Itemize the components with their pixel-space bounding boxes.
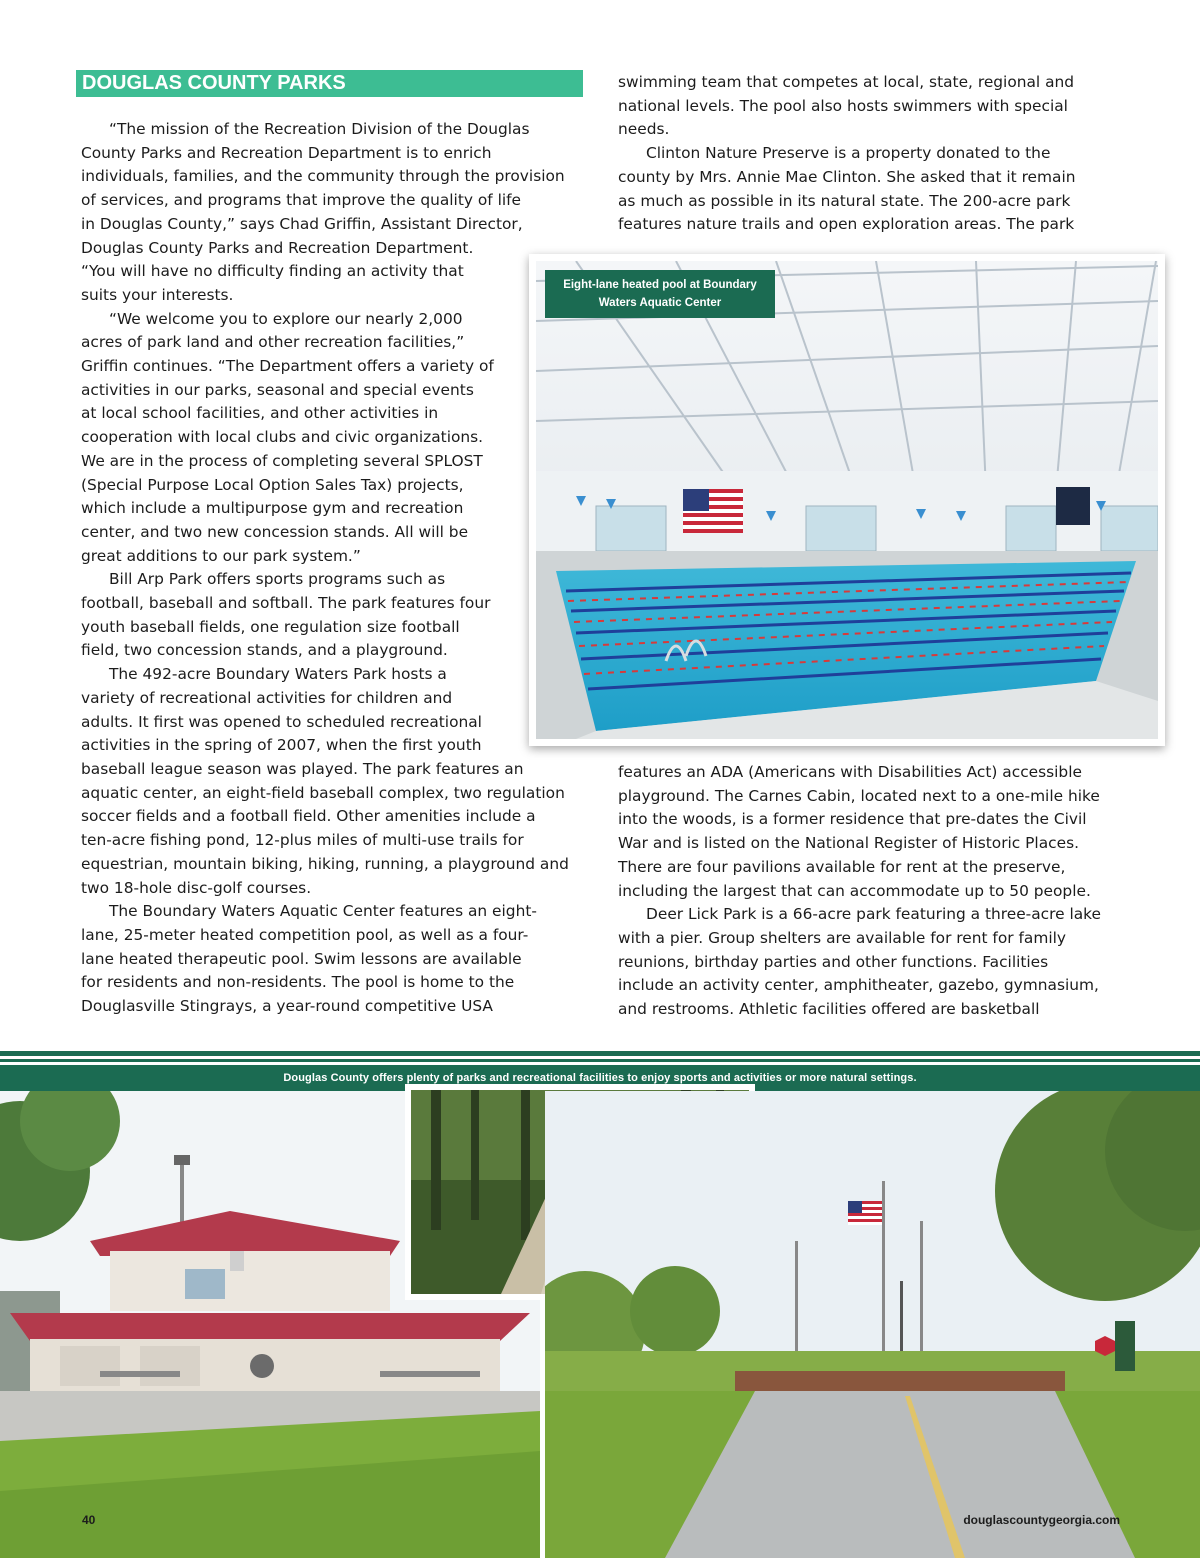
- body-text-line: The Boundary Waters Aquatic Center features an eight-: [109, 902, 537, 921]
- body-text-line: features nature trails and open exploration areas. The park: [618, 215, 1075, 234]
- body-text-line: needs.: [618, 120, 670, 139]
- body-text-line: football, baseball and softball. The park features four: [81, 594, 491, 613]
- body-text-line: baseball league season was played. The park features an: [81, 759, 524, 778]
- body-text-line: (Special Purpose Local Option Sales Tax) projects,: [81, 475, 464, 494]
- body-text-line: Douglas County Parks and Recreation Department.: [81, 238, 474, 257]
- body-text-line: individuals, families, and the community through the provision: [81, 167, 565, 186]
- pool-photo-caption: Eight-lane heated pool at Boundary Waters Aquatic Center: [545, 270, 775, 318]
- body-text-line: playground. The Carnes Cabin, located next to a one-mile hike: [618, 786, 1100, 805]
- body-text-line: “We welcome you to explore our nearly 2,000: [109, 309, 463, 328]
- body-text-line: as much as possible in its natural state. The 200-acre park: [618, 191, 1071, 210]
- website-url: douglascountygeorgia.com: [963, 1513, 1120, 1527]
- body-text-line: for residents and non-residents. The pool is home to the: [81, 973, 515, 992]
- body-text-line: Deer Lick Park is a 66-acre park featuring a three-acre lake: [646, 905, 1102, 924]
- body-text-line: Bill Arp Park offers sports programs such as: [109, 570, 446, 589]
- body-text-line: cooperation with local clubs and civic organizations.: [81, 428, 484, 447]
- right-column-text-bottom: [618, 761, 1118, 1022]
- body-text-line: We are in the process of completing several SPLOST: [81, 451, 483, 470]
- body-text-line: activities in our parks, seasonal and special events: [81, 380, 474, 399]
- body-text-line: and restrooms. Athletic facilities offered are basketball: [618, 1000, 1040, 1019]
- page-number: 40: [82, 1513, 96, 1527]
- body-text-line: include an activity center, amphitheater, gazebo, gymnasium,: [618, 976, 1099, 995]
- body-text-line: reunions, birthday parties and other functions. Facilities: [618, 952, 1049, 971]
- body-text-line: variety of recreational activities for children and: [81, 688, 453, 707]
- body-text-line: Clinton Nature Preserve is a property donated to the: [646, 144, 1051, 163]
- divider-rule-top: [0, 1051, 1200, 1056]
- body-text-line: Griffin continues. “The Department offers a variety of: [81, 357, 494, 376]
- body-text-line: “You will have no difficulty finding an activity that: [81, 262, 464, 281]
- body-text-line: activities in the spring of 2007, when the first youth: [81, 736, 482, 755]
- body-text-line: equestrian, mountain biking, hiking, running, a playground and: [81, 854, 569, 873]
- body-text-line: County Parks and Recreation Department is to enrich: [81, 143, 492, 162]
- body-text-line: The 492-acre Boundary Waters Park hosts a: [109, 665, 447, 684]
- body-text-line: which include a multipurpose gym and recreation: [81, 499, 464, 518]
- body-text-line: acres of park land and other recreation facilities,”: [81, 333, 465, 352]
- body-text-line: There are four pavilions available for rent at the preserve,: [618, 857, 1066, 876]
- body-text-line: soccer fields and a football field. Other amenities include a: [81, 807, 536, 826]
- section-title: DOUGLAS COUNTY PARKS: [76, 70, 583, 97]
- body-text-line: of services, and programs that improve the quality of life: [81, 191, 522, 210]
- body-text-line: Douglasville Stingrays, a year-round competitive USA: [81, 997, 493, 1016]
- body-text-line: field, two concession stands, and a playground.: [81, 641, 448, 660]
- body-text-line: swimming team that competes at local, state, regional and: [618, 73, 1075, 91]
- body-text-line: features an ADA (Americans with Disabilities Act) accessible: [618, 763, 1082, 781]
- left-column-text: [81, 118, 591, 1019]
- body-text-line: great additions to our park system.”: [81, 546, 361, 565]
- body-text-line: War and is listed on the National Register of Historic Places.: [618, 834, 1079, 853]
- body-text-line: including the largest that can accommodate up to 50 people.: [618, 881, 1091, 900]
- right-column-text-top: [618, 71, 1118, 237]
- body-text-line: in Douglas County,” says Chad Griffin, Assistant Director,: [81, 214, 523, 233]
- body-text-line: with a pier. Group shelters are available for rent for family: [618, 928, 1066, 947]
- pool-photo: [536, 261, 1158, 739]
- body-text-line: two 18-hole disc-golf courses.: [81, 878, 312, 897]
- body-text-line: center, and two new concession stands. All will be: [81, 522, 469, 541]
- pool-photo-frame: [529, 254, 1165, 746]
- body-text-line: adults. It first was opened to scheduled recreational: [81, 712, 482, 731]
- body-text-line: aquatic center, an eight-field baseball complex, two regulation: [81, 783, 565, 802]
- body-text-line: youth baseball fields, one regulation size football: [81, 617, 460, 636]
- body-text-line: at local school facilities, and other activities in: [81, 404, 439, 423]
- body-text-line: suits your interests.: [81, 285, 234, 304]
- body-text-line: lane, 25-meter heated competition pool, as well as a four-: [81, 925, 529, 944]
- body-text-line: into the woods, is a former residence that pre-dates the Civil: [618, 810, 1087, 829]
- body-text-line: county by Mrs. Annie Mae Clinton. She asked that it remain: [618, 167, 1076, 186]
- photo-banner-caption: Douglas County offers plenty of parks and recreational facilities to enjoy sports and activities or more natural settings.: [0, 1065, 1200, 1091]
- body-text-line: national levels. The pool also hosts swimmers with special: [618, 96, 1068, 115]
- body-text-line: “The mission of the Recreation Division of the Douglas: [109, 120, 530, 138]
- divider-rule-bottom: [0, 1059, 1200, 1062]
- body-text-line: ten-acre fishing pond, 12-plus miles of multi-use trails for: [81, 831, 524, 850]
- body-text-line: lane heated therapeutic pool. Swim lessons are available: [81, 949, 522, 968]
- park-entrance-photo: [545, 1091, 1200, 1558]
